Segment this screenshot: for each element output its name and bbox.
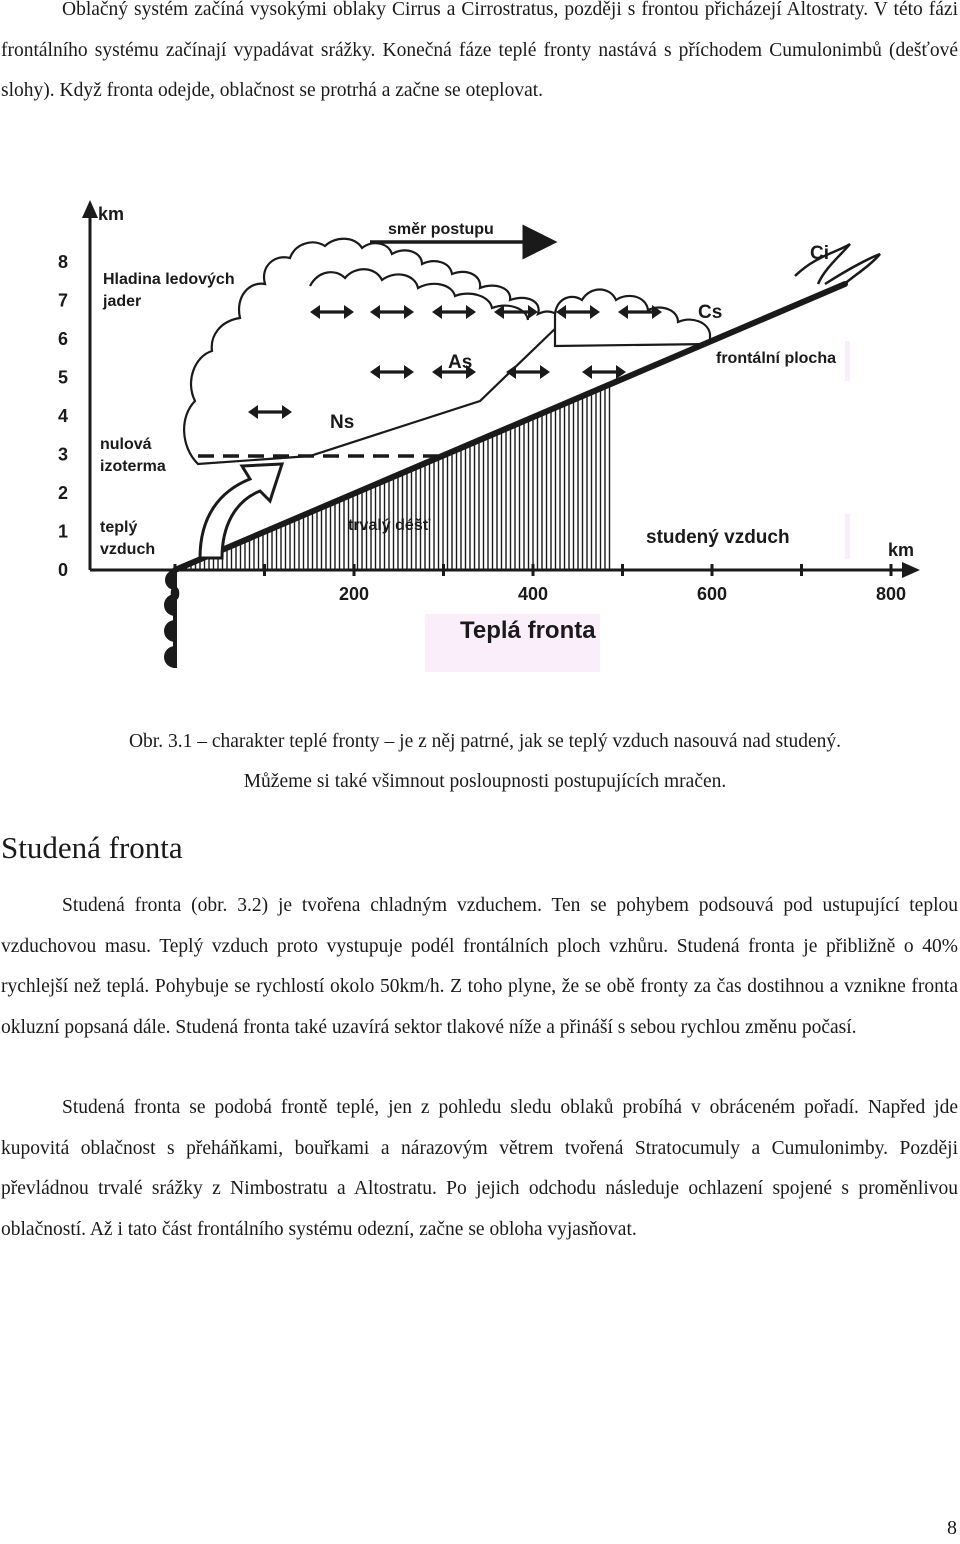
x-tick-label: 200	[338, 584, 370, 604]
y-tick-label: 1	[58, 521, 69, 542]
y-tick-label: 2	[58, 483, 69, 503]
y-axis-unit: km	[98, 204, 125, 224]
x-tick-label: 600	[696, 584, 728, 604]
paragraph-cold-front	[1, 886, 958, 1048]
front-surface-label: frontální plocha	[716, 350, 836, 367]
x-tick-label: 400	[517, 584, 549, 604]
y-tick-label: 8	[58, 252, 69, 272]
cs-label: Cs	[698, 302, 723, 323]
y-tick-label: 0	[58, 560, 69, 580]
x-tick-label: 0	[169, 584, 181, 604]
ice-level-label-line1: Hladina ledových	[103, 271, 235, 288]
y-tick-label: 5	[58, 367, 69, 388]
y-tick-label: 6	[58, 329, 69, 349]
as-label: As	[448, 352, 473, 373]
page-number: 8	[947, 1517, 957, 1539]
warm-air-label-line1: teplý	[100, 519, 138, 536]
zero-isotherm-label-line2: izoterma	[100, 458, 166, 475]
direction-label: směr postupu	[388, 221, 494, 238]
y-tick-label: 4	[58, 406, 69, 426]
x-axis-unit: km	[888, 540, 915, 560]
figure-caption-line1: Obr. 3.1 – charakter teplé fronty – je z něj patrné, jak se teplý vzduch nasouvá nad studený.	[128, 731, 842, 752]
warm-air-label-line2: vzduch	[100, 541, 156, 558]
paragraph-cold-front-text: Studená fronta (obr. 3.2) je tvořena chladným vzduchem. Ten se pohybem podsouvá pod ustupující teplou vzduchovou masu. Teplý vzduch proto vystupuje podél frontálních ploch vzhůru. Studená fronta je přibližně o 40% rychlejší než teplá. Pohybuje se rychlostí okolo 50km/h. Z toho plyne, že se obě fronty za čas dostihnou a vznikne fronta okluzní popsaná dále. Studená fronta také uzavírá sektor tlakové níže a přináší s sebou rychlou změnu počasí.	[1, 895, 958, 1038]
ice-level-label-line2: jader	[103, 293, 142, 310]
double-arrow	[582, 365, 626, 379]
y-tick-labels	[58, 252, 68, 580]
paragraph-cold-front-clouds-text: Studená fronta se podobá frontě teplé, jen z pohledu sledu oblaků probíhá v obráceném pořadí. Napřed jde kupovitá oblačnost s přeháňkami, bouřkami a nárazovým větrem tvořená Stratocumuly a Cumulonimby. Později převládnou trvalé srážky z Nimbostratu a Altostratu. Po jejich odchodu následuje ochlazení spojené s proměnlivou oblačností. Až i tato část frontálního systému odezní, začne se obloha vyjasňovat.	[1, 1097, 958, 1240]
ns-label: Ns	[330, 412, 355, 433]
rain-label: trvalý déšť	[348, 517, 431, 534]
paragraph-cold-front-clouds	[1, 1088, 958, 1250]
warm-front-diagram-svg	[50, 196, 925, 672]
cold-air-label: studený vzduch	[646, 527, 790, 548]
warm-front-diagram	[50, 196, 925, 672]
ci-label: Ci	[810, 243, 829, 264]
section-heading: Studená fronta	[1, 830, 183, 865]
figure-caption-line2: Můžeme si také všimnout posloupnosti postupujících mračen.	[243, 771, 727, 792]
x-tick-labels	[170, 584, 906, 604]
y-tick-label: 7	[58, 290, 69, 311]
figure-title: Teplá fronta	[460, 617, 596, 644]
cirrus-hooks	[795, 244, 880, 288]
zero-isotherm-label-line1: nulová	[100, 436, 152, 453]
paragraph-intro	[1, 0, 958, 112]
paragraph-intro-text: Oblačný systém začíná vysokými oblaky Cirrus a Cirrostratus, později s frontou přicházejí Altostraty. V této fázi frontálního systému začínají vypadávat srážky. Konečná fáze teplé fronty nastává s příchodem Cumulonimbů (dešťové slohy). Když fronta odejde, oblačnost se protrhá a začne se oteplovat.	[1, 0, 958, 101]
y-tick-label: 3	[58, 444, 69, 465]
x-tick-label: 800	[875, 584, 907, 604]
